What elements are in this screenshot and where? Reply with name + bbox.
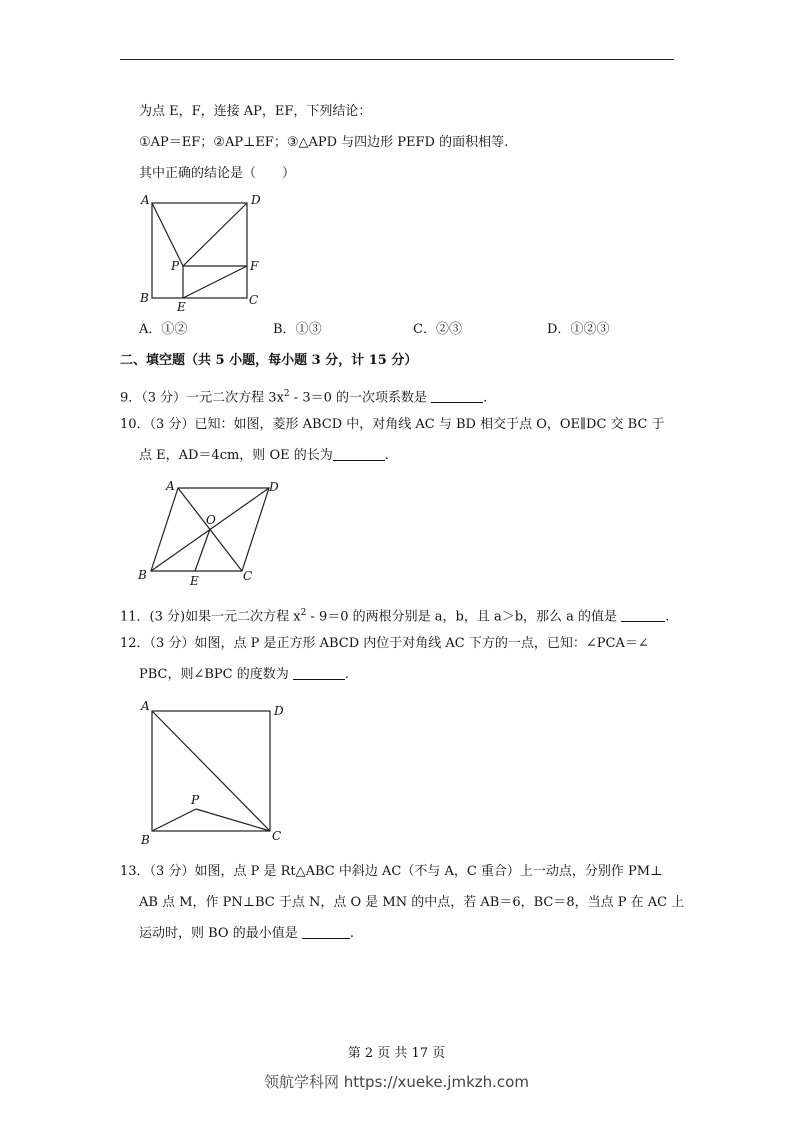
q12-label-p: P [191, 793, 200, 807]
q13-line-3 [139, 926, 354, 942]
q10-label-e: E [190, 574, 199, 588]
q12-line-2-text: PBC，则∠BPC 的度数为 [139, 667, 293, 682]
q11-text-end: . [665, 609, 670, 625]
q8-option-d-letter: D． [547, 322, 571, 337]
q11 [120, 605, 669, 625]
q12-line-2 [139, 667, 349, 683]
q10-line-1: 10．（3 分）已知：如图，菱形 ABCD 中，对角线 AC 与 BD 相交于点 O，OE∥DC 交 BC 于 [120, 417, 665, 432]
q11-superscript: 2 [300, 608, 307, 618]
q8-segment-pd [183, 203, 247, 266]
q9 [120, 386, 487, 406]
q8-label-b: B [140, 291, 149, 305]
q10-figure [135, 476, 290, 588]
q8-label-p: P [171, 259, 180, 273]
q8-option-d[interactable] [547, 322, 609, 338]
q12-segment-bp [152, 809, 196, 831]
q10-label-b: B [138, 568, 147, 582]
q8-conclusions: ①AP＝EF；②AP⊥EF；③△APD 与四边形 PEFD 的面积相等. [139, 135, 509, 150]
q8-intro: 为点 E，F，连接 AP，EF，下列结论： [139, 104, 372, 119]
q8-option-c-letter: C． [413, 322, 436, 337]
q11-answer-blank[interactable] [621, 609, 665, 622]
q9-text-end: . [483, 390, 488, 406]
q13-line-3-end: . [349, 926, 354, 941]
q10-line-2 [139, 448, 389, 464]
q12-label-d: D [274, 704, 284, 718]
q8-figure [135, 190, 275, 315]
page-footer: 第 2 页 共 17 页 [347, 1046, 446, 1061]
q12-line-1: 12．（3 分）如图，点 P 是正方形 ABCD 内位于对角线 AC 下方的一点，已知：∠PCA＝∠ [120, 636, 649, 651]
q8-ask: 其中正确的结论是（ ） [139, 166, 296, 181]
q8-segment-ef [183, 266, 247, 298]
q8-label-e: E [177, 300, 186, 314]
q8-option-a-text: ①② [161, 322, 188, 337]
q8-option-a[interactable] [139, 322, 187, 338]
q12-label-c: C [272, 829, 282, 843]
q8-option-c-text: ②③ [435, 322, 462, 337]
q12-label-a: A [141, 699, 150, 713]
watermark-url: 领航学科网 https://xueke.jmkzh.com [264, 1073, 529, 1091]
q8-option-b-letter: B． [273, 322, 296, 337]
q10-label-d: D [269, 480, 279, 494]
q9-answer-blank[interactable] [431, 390, 483, 403]
q11-text-pre: 11．(3 分)如果一元二次方程 x [120, 609, 301, 625]
q10-label-o: O [206, 513, 216, 527]
q8-option-a-letter: A． [139, 322, 162, 337]
section-2-title: 二、填空题（共 5 小题，每小题 3 分，计 15 分） [120, 353, 418, 368]
q10-line-2-end: . [384, 448, 389, 463]
q8-label-f: F [250, 259, 259, 273]
q13-line-3-text: 运动时，则 BO 的最小值是 [139, 926, 302, 941]
q8-label-c: C [249, 293, 259, 307]
q8-option-b[interactable] [273, 322, 322, 338]
q8-option-c[interactable] [413, 322, 462, 338]
q12-label-b: B [141, 833, 150, 847]
q12-line-2-end: . [344, 667, 350, 682]
q11-text-post: - 9＝0 的两根分别是 a，b，且 a＞b，那么 a 的值是 [306, 609, 622, 625]
q9-text-pre: 9．（3 分）一元二次方程 3x [120, 390, 284, 406]
header-rule [120, 59, 674, 60]
q9-text-post: - 3＝0 的一次项系数是 [289, 390, 432, 406]
q12-answer-blank[interactable] [293, 667, 345, 680]
q8-segment-ap [152, 203, 183, 266]
q9-superscript: 2 [283, 389, 290, 399]
q13-answer-blank[interactable] [302, 926, 350, 939]
q10-label-a: A [166, 479, 175, 493]
q12-figure [135, 698, 295, 848]
q8-label-d: D [251, 193, 261, 207]
q8-option-d-text: ①②③ [570, 322, 610, 337]
q10-answer-blank[interactable] [333, 448, 385, 461]
q8-option-b-text: ①③ [295, 322, 322, 337]
q13-line-2: AB 点 M，作 PN⊥BC 于点 N，点 O 是 MN 的中点，若 AB＝6，BC＝8，当点 P 在 AC 上 [139, 895, 685, 910]
q10-label-c: C [243, 569, 253, 583]
q13-line-1: 13．（3 分）如图，点 P 是 Rt△ABC 中斜边 AC（不与 A，C 重合）上一动点，分别作 PM⊥ [120, 864, 663, 879]
q8-label-a: A [141, 193, 150, 207]
q10-line-2-text: 点 E，AD＝4cm，则 OE 的长为 [139, 448, 333, 463]
